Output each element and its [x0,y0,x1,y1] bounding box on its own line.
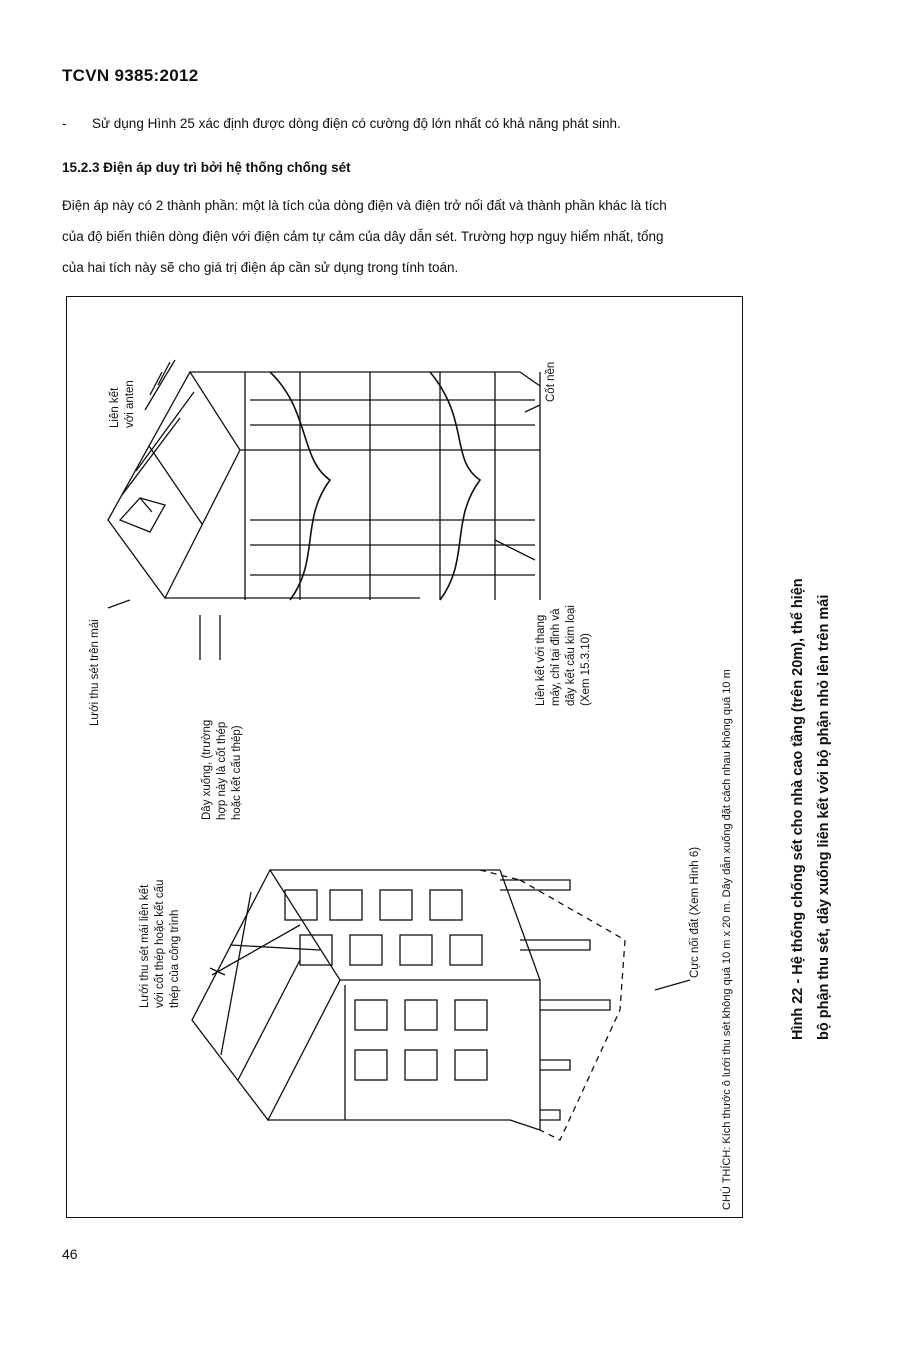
label-line: (Xem 15.3.10) [580,633,592,706]
label-column [544,362,559,402]
standard-code: TCVN 9385:2012 [62,66,199,85]
label-line: Liên kết [109,387,121,428]
label-elevator-bond [534,605,594,706]
high-rise-building-drawing [108,360,540,660]
label-roof-mesh-steel [138,880,183,1008]
paragraph-line: của hai tích này sẽ cho giá trị điện áp cần sử dụng trong tính toán. [62,260,459,275]
paragraph-line: Điện áp này có 2 thành phần: một là tích của dòng điện và điện trở nối đất và thành phần khác là tích [62,198,667,213]
label-line: hợp này là cốt thép [216,721,228,820]
label-line: với anten [124,380,136,428]
figure-caption [785,578,837,1040]
label-line: hoặc kết cấu thép) [231,725,243,820]
bullet-dash: - [62,116,67,131]
label-line: Liên kết với thang [535,614,547,706]
label-line: máy, chỉ tại đỉnh và [550,608,562,706]
bullet-text: Sử dụng Hình 25 xác định được dòng điện có cường độ lớn nhất có khả năng phát sinh. [92,116,621,131]
label-line: Cực nối đất (Xem Hình 6) [689,846,701,978]
caption-line: bộ phận thu sét, dây xuống liên kết với bộ phận nhỏ lên trên mái [816,594,832,1040]
caption-line: Hình 22 - Hệ thống chống sét cho nhà cao tầng (trên 20m), thể hiện [790,578,806,1040]
label-line: Lưới thu sét trên mái [89,619,101,726]
paragraph-line: của độ biến thiên dòng điện với điện cảm tự cảm của dây dẫn sét. Trường hợp nguy hiểm nhất, tổng [62,229,664,244]
page-number: 46 [62,1246,78,1262]
label-earth-electrode [688,847,703,978]
section-heading: 15.2.3 Điện áp duy trì bởi hệ thống chống sét [62,160,351,175]
low-rise-building-drawing [192,870,690,1140]
label-line: dây kết cấu kim loại [565,605,577,706]
label-downconductor [200,720,245,820]
label-line: với cốt thép hoặc kết cấu [154,879,166,1008]
label-antenna [108,380,138,428]
label-line: Dây xuống, (trường [201,719,213,820]
label-line: Lưới thu sét mái liên kết [139,884,151,1008]
label-line: Cốt nền [545,361,557,402]
label-roof-mesh [88,619,103,726]
figure-note: CHÚ THÍCH: Kích thước ô lưới thu sét không quá 10 m x 20 m. Dây dẫn xuống đặt cách nhau không quá 10 m [721,669,733,1210]
label-line: thép của công trình [169,909,181,1008]
